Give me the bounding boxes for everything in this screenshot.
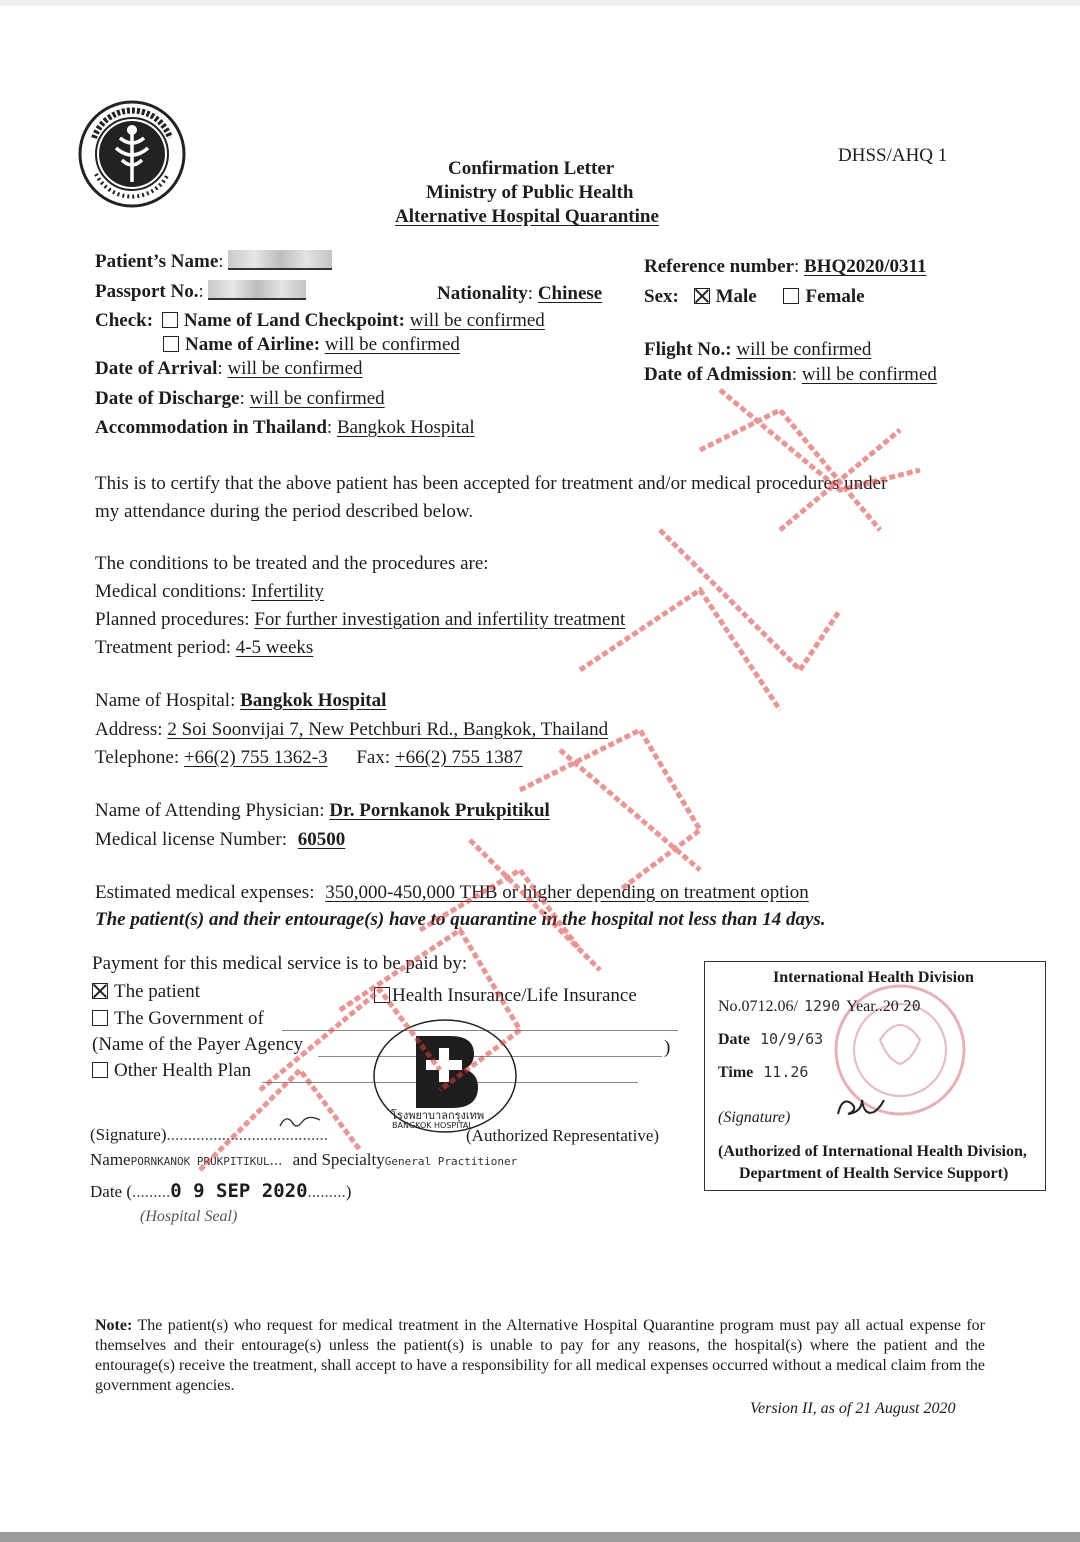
address-value: 2 Soi Soonvijai 7, New Petchburi Rd., Bangkok, Thailand xyxy=(167,719,609,740)
red-watermark-scribble xyxy=(140,370,980,1210)
patient-name-label: Patient’s Name xyxy=(95,251,219,272)
payment-insurance-label: Health Insurance/Life Insurance xyxy=(392,985,637,1006)
specialty-label: and Specialty xyxy=(292,1150,385,1169)
address-label: Address: xyxy=(95,719,163,740)
airline-label: Name of Airline: xyxy=(185,334,321,355)
flight-value: will be confirmed xyxy=(736,339,872,360)
telephone-label: Telephone: xyxy=(95,747,180,768)
payment-patient-checkbox[interactable] xyxy=(92,983,108,999)
license-label: Medical license Number: xyxy=(95,829,288,850)
passport-row: Passport No.: xyxy=(95,280,306,303)
payment-government-checkbox[interactable] xyxy=(92,1010,108,1026)
certify-line-2: my attendance during the period described below. xyxy=(95,501,474,522)
expenses-value: 350,000-450,000 THB or higher depending on treatment option xyxy=(325,882,809,903)
sex-label: Sex: xyxy=(644,286,679,307)
payment-patient-label: The patient xyxy=(114,981,200,1002)
payment-date-label: Date ( xyxy=(90,1182,133,1201)
payment-other-checkbox[interactable] xyxy=(92,1062,108,1078)
payment-date-close: ) xyxy=(345,1182,352,1201)
discharge-value: will be confirmed xyxy=(249,388,385,409)
sex-row xyxy=(644,286,865,308)
airline-row xyxy=(163,334,460,356)
note-text: The patient(s) who request for medical treatment in the Alternative Hospital Quarantine program must pay all actual expense for themselves and their entourage(s) unless the patient(s) is unable to pay for any reasons, the hospital(s) where the patient and the entourage(s) receive the treatment, shall accept to have a responsibility for all medical expenses occurred without a medical claim from the government agencies. xyxy=(95,1317,985,1394)
version-label: Version II, as of 21 August 2020 xyxy=(750,1400,956,1417)
telephone-value: +66(2) 755 1362-3 xyxy=(183,747,328,768)
admission-label: Date of Admission xyxy=(644,364,792,385)
land-checkpoint-row xyxy=(95,310,545,332)
land-checkpoint-value: will be confirmed xyxy=(409,310,545,331)
ihd-footer-1: (Authorized of International Health Division, xyxy=(718,1143,1027,1160)
payment-signature-label: (Signature) xyxy=(90,1125,167,1144)
admission-value: will be confirmed xyxy=(801,364,937,385)
form-code: DHSS/AHQ 1 xyxy=(838,145,948,166)
payment-date-stamp: 0 9 SEP 2020 xyxy=(170,1180,308,1202)
note-label: Note: xyxy=(95,1317,133,1334)
airline-value: will be confirmed xyxy=(324,334,460,355)
ihd-date-label: Date xyxy=(718,1031,750,1048)
medical-conditions-value: Infertility xyxy=(251,581,325,602)
conditions-intro: The conditions to be treated and the procedures are: xyxy=(95,553,489,574)
payment-other-label: Other Health Plan xyxy=(114,1060,252,1081)
fax-value: +66(2) 755 1387 xyxy=(394,747,523,768)
signature-dots: ...................................... xyxy=(166,1125,328,1144)
discharge-row: Date of Discharge: will be confirmed xyxy=(95,388,385,409)
accommodation-value: Bangkok Hospital xyxy=(336,417,475,438)
ministry-seal-logo xyxy=(72,98,196,210)
patient-name-row: Patient’s Name: xyxy=(95,250,332,273)
reference-row: Reference number: BHQ2020/0311 xyxy=(644,256,927,277)
top-edge xyxy=(0,0,1080,6)
flight-label: Flight No.: xyxy=(644,339,732,360)
payment-name-label: Name xyxy=(90,1150,131,1169)
ihd-year-hand: 20 xyxy=(902,997,921,1015)
patient-name-redacted xyxy=(228,250,332,270)
ihd-no-hand: 1290 xyxy=(804,997,841,1015)
accommodation-row: Accommodation in Thailand: Bangkok Hospital xyxy=(95,417,475,438)
doc-subtitle-ministry: Ministry of Public Health xyxy=(426,182,634,203)
reference-label: Reference number xyxy=(644,256,795,277)
planned-procedures-label: Planned procedures: xyxy=(95,609,250,630)
certify-line-1: This is to certify that the above patient has been accepted for treatment and/or medical procedures under xyxy=(95,473,888,494)
passport-redacted xyxy=(208,280,306,300)
ihd-date-hand: 10/9/63 xyxy=(759,1030,824,1048)
payment-name-hand: PORNKANOK PRUKPITIKUL xyxy=(130,1155,270,1168)
ihd-signature-label: (Signature) xyxy=(718,1109,791,1126)
name-row: NamePORNKANOK PRUKPITIKUL... and SpecialtyGeneral Practitioner xyxy=(90,1150,518,1169)
treatment-period-value: 4-5 weeks xyxy=(235,637,314,658)
payer-agency-close: ) xyxy=(664,1037,671,1058)
airline-checkbox[interactable] xyxy=(163,336,179,352)
female-checkbox[interactable] xyxy=(783,288,799,304)
medical-conditions-label: Medical conditions: xyxy=(95,581,247,602)
doc-title: Confirmation Letter xyxy=(448,158,615,179)
fax-label: Fax: xyxy=(356,747,391,768)
planned-procedures-value: For further investigation and infertility treatment xyxy=(254,609,626,630)
note-paragraph xyxy=(95,1316,985,1396)
reference-value: BHQ2020/0311 xyxy=(804,256,927,277)
authorized-rep-label: (Authorized Representative) xyxy=(466,1126,660,1145)
quarantine-note: The patient(s) and their entourage(s) have to quarantine in the hospital not less than 14 days. xyxy=(95,909,826,930)
arrival-value: will be confirmed xyxy=(227,358,363,379)
physician-label: Name of Attending Physician: xyxy=(95,800,325,821)
stamp-logo-thai-text: โรงพยาบาลกรุงเทพ xyxy=(391,1109,485,1122)
license-value: 60500 xyxy=(297,829,346,850)
physician-value: Dr. Pornkanok Prukpitikul xyxy=(329,800,550,821)
hospital-label: Name of Hospital: xyxy=(95,690,236,711)
hospital-seal-label: (Hospital Seal) xyxy=(140,1208,238,1225)
ihd-time-hand: 11.26 xyxy=(763,1063,809,1081)
treatment-period-label: Treatment period: xyxy=(95,637,231,658)
male-label: Male xyxy=(715,286,757,307)
payment-intro: Payment for this medical service is to be paid by: xyxy=(92,953,468,974)
arrival-row: Date of Arrival: will be confirmed xyxy=(95,358,363,379)
ihd-title: International Health Division xyxy=(773,969,974,986)
discharge-label: Date of Discharge xyxy=(95,388,240,409)
land-checkpoint-checkbox[interactable] xyxy=(162,312,178,328)
check-label: Check: xyxy=(95,310,154,331)
hospital-value: Bangkok Hospital xyxy=(240,690,387,711)
expenses-label: Estimated medical expenses: xyxy=(95,882,315,903)
stamp-logo-sub-text: BANGKOK HOSPITAL xyxy=(392,1121,473,1130)
specialty-hand: General Practitioner xyxy=(384,1155,518,1168)
nationality-label: Nationality xyxy=(437,283,528,304)
bottom-edge xyxy=(0,1532,1080,1542)
male-checkbox[interactable] xyxy=(694,288,710,304)
date-row: Date (.........0 9 SEP 2020.........) xyxy=(90,1180,352,1202)
land-checkpoint-label: Name of Land Checkpoint: xyxy=(183,310,405,331)
ihd-no-label: No.0712.06/ xyxy=(718,998,798,1015)
ihd-year-label: Year..20 xyxy=(846,998,899,1015)
nationality-value: Chinese xyxy=(537,283,603,304)
female-label: Female xyxy=(805,286,865,307)
payer-agency-label: (Name of the Payer Agency xyxy=(92,1034,304,1055)
ihd-time-label: Time xyxy=(718,1064,754,1081)
doc-subtitle-ahq: Alternative Hospital Quarantine xyxy=(395,206,659,227)
payment-government-label: The Government of xyxy=(114,1008,264,1029)
arrival-label: Date of Arrival xyxy=(95,358,218,379)
passport-label: Passport No. xyxy=(95,281,199,302)
nationality-row: Nationality: Chinese xyxy=(437,283,603,304)
admission-row: Date of Admission: will be confirmed xyxy=(644,364,937,385)
ihd-footer-2: Department of Health Service Support) xyxy=(739,1165,1009,1182)
accommodation-label: Accommodation in Thailand xyxy=(95,417,327,438)
flight-row xyxy=(644,339,871,361)
